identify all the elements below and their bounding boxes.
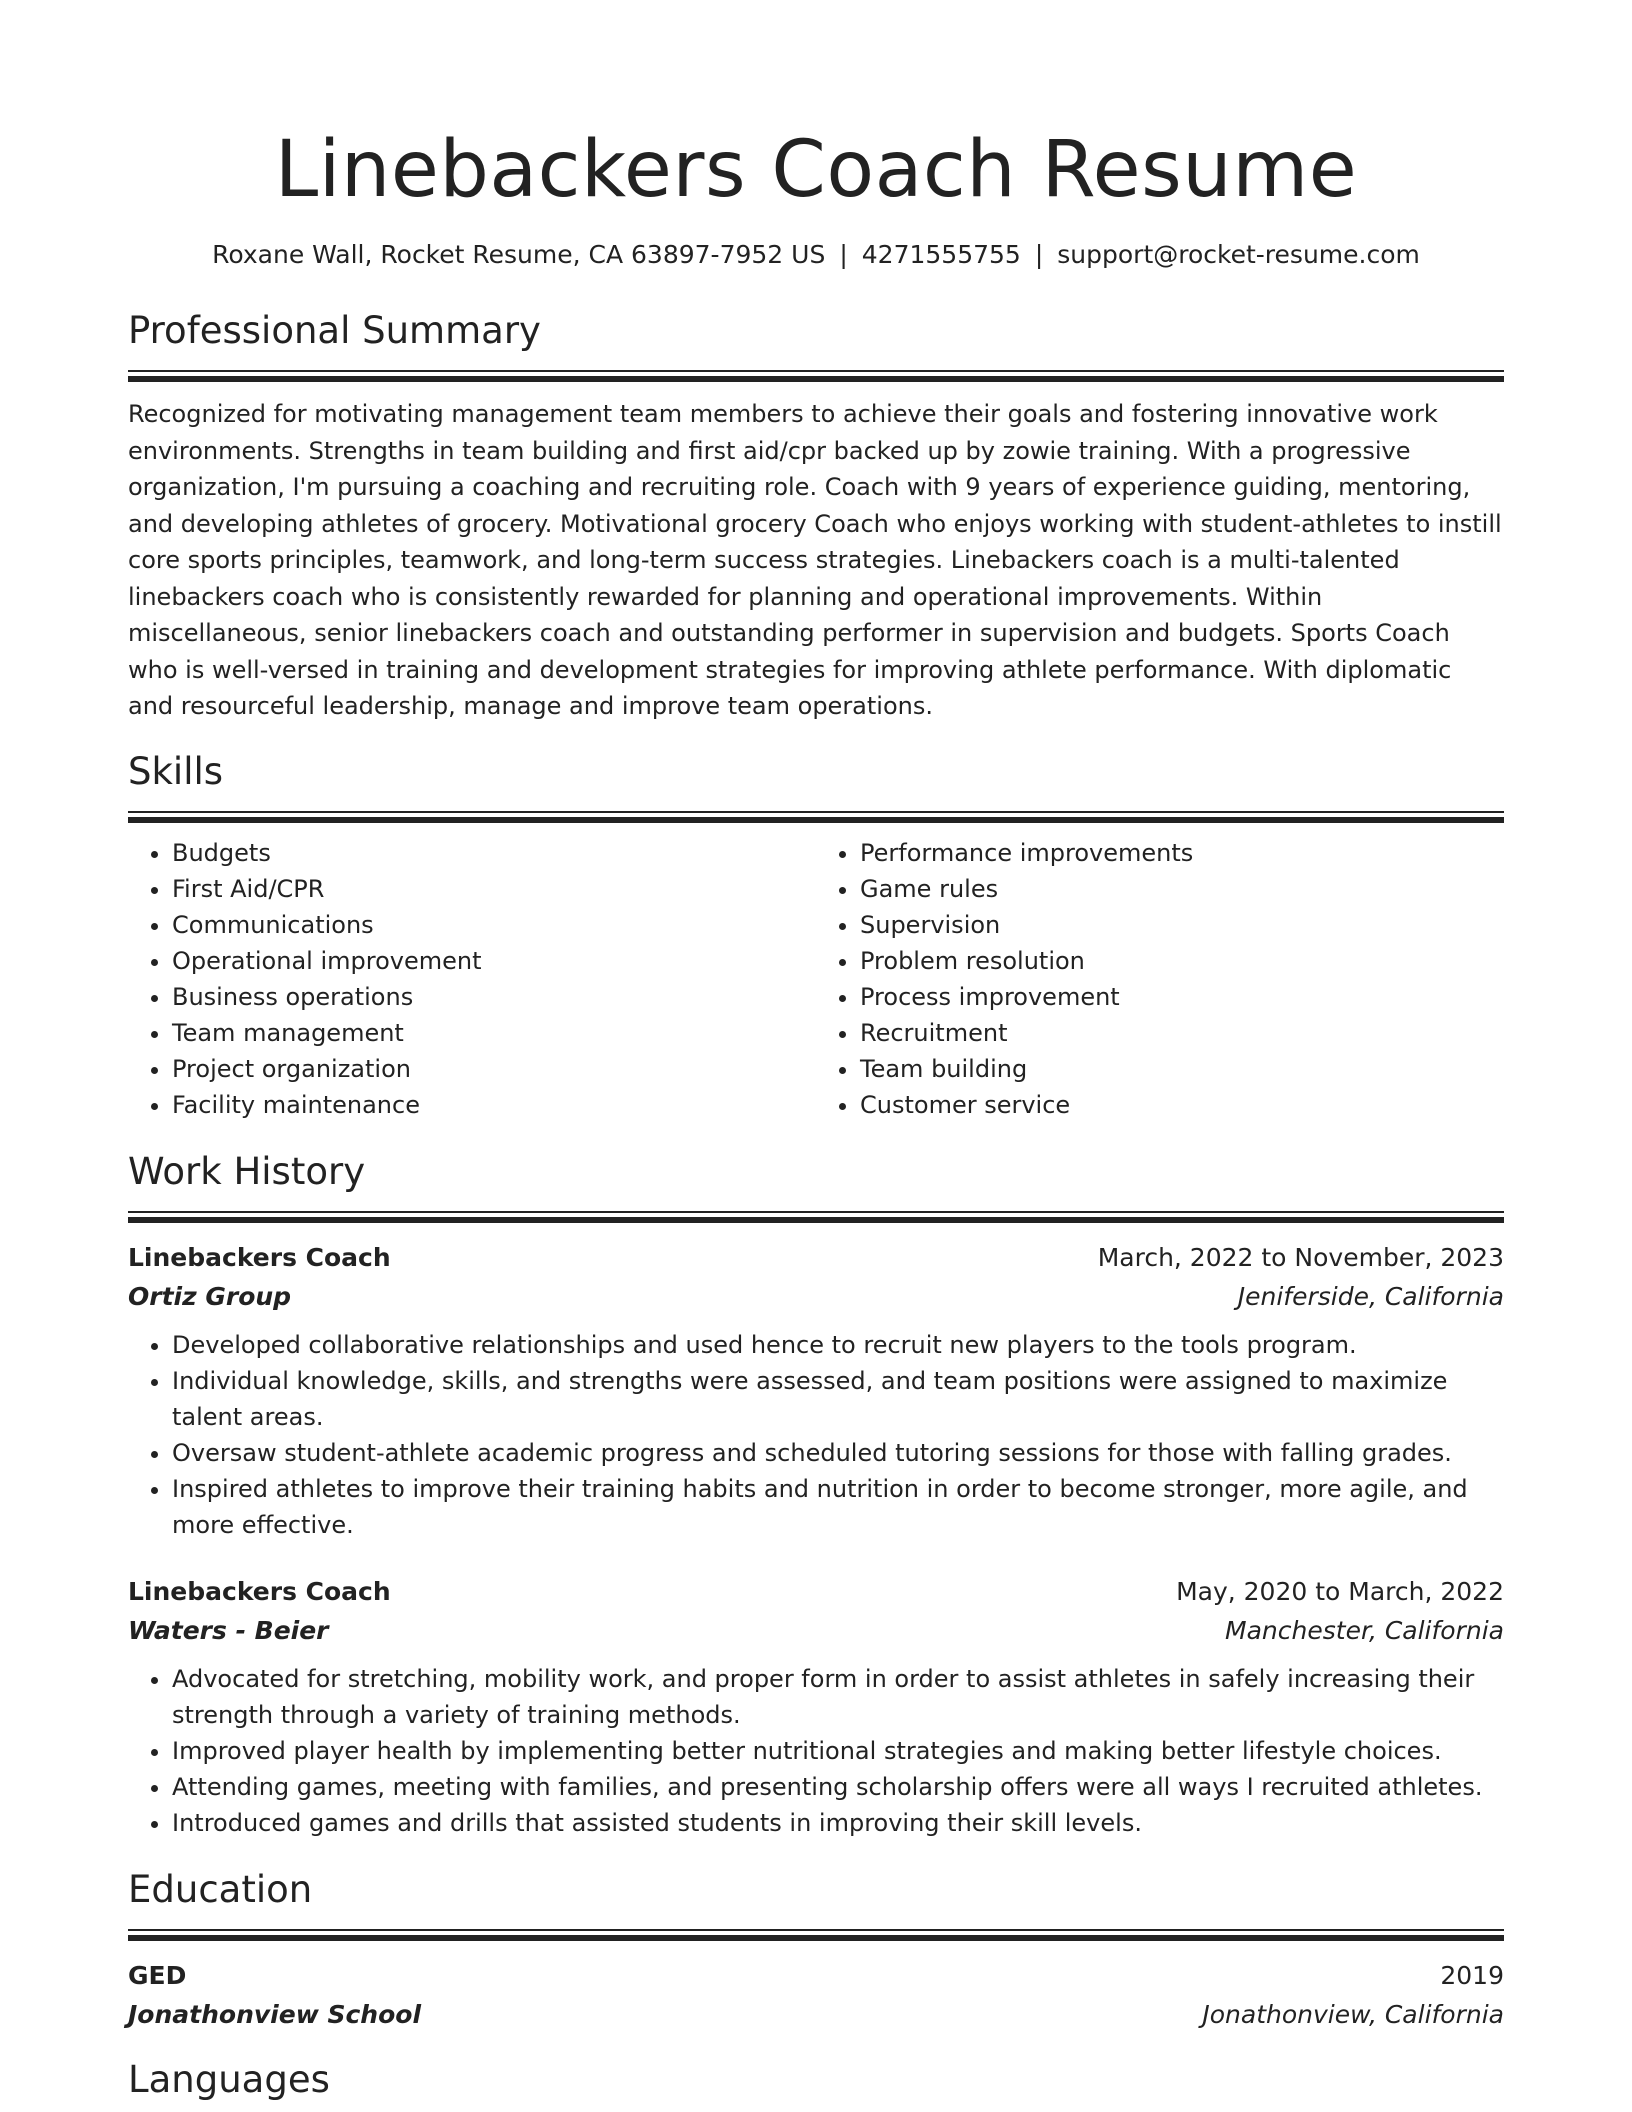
job-bullet: • Inspired athletes to improve their training habits and nutrition in order to become stronger, more agile, and more effective. [172, 1471, 1504, 1543]
skill-item: • Project organization [172, 1051, 816, 1087]
job-location: Jeniferside, California [1237, 1281, 1504, 1311]
work-heading: Work History [128, 1149, 366, 1193]
job-location: Manchester, California [1225, 1615, 1504, 1645]
skill-item: • Game rules [860, 871, 1504, 907]
skill-item: • Customer service [860, 1087, 1504, 1123]
contact-separator: | [1034, 240, 1044, 269]
summary-text: Recognized for motivating management team members to achieve their goals and fostering innovative work environments. Strengths in team building and first aid/cpr backed up by zowie training. With a progressive organization, I'm pursuing a coaching and recruiting role. Coach with 9 years of experience guiding, mentoring, and developing athletes of grocery. Motivational grocery Coach who enjoys working with student-athletes to instill core sports principles, teamwork, and long-term success strategies. Linebackers coach is a multi-talented linebackers coach who is consistently rewarded for planning and operational improvements. Within miscellaneous, senior linebackers coach and outstanding performer in supervision and budgets. Sports Coach who is well-versed in training and development strategies for improving athlete performance. With diplomatic and resourceful leadership, manage and improve team operations. [128, 400, 1502, 720]
education-school-row [128, 1995, 1504, 2035]
job-bullet: • Individual knowledge, skills, and strengths were assessed, and team positions were assigned to maximize talent areas. [172, 1363, 1504, 1435]
skill-item: • Problem resolution [860, 943, 1504, 979]
skill-item: • First Aid/CPR [172, 871, 816, 907]
job-bullet: • Introduced games and drills that assisted students in improving their skill levels. [172, 1805, 1504, 1841]
education-school: Jonathonview School [128, 1999, 422, 2029]
job-bullet: • Developed collaborative relationships and used hence to recruit new players to the tools program. [172, 1327, 1504, 1363]
education-degree: GED [128, 1960, 187, 1990]
skill-item: • Business operations [172, 979, 816, 1015]
section-divider [128, 370, 1504, 382]
contact-email[interactable]: support@rocket-resume.com [1057, 240, 1420, 269]
skill-item: • Budgets [172, 835, 816, 871]
education-year: 2019 [1440, 1960, 1504, 1990]
job-bullets [128, 1327, 1504, 1543]
job-title: Linebackers Coach [128, 1576, 391, 1606]
contact-separator: | [839, 240, 848, 269]
skill-item: • Process improvement [860, 979, 1504, 1015]
education-location: Jonathonview, California [1202, 1999, 1504, 2029]
skills-columns [128, 835, 1504, 1123]
contact-address: Roxane Wall, Rocket Resume, CA 63897-7952 US [212, 240, 826, 269]
job-header-row [128, 1573, 1504, 1611]
contact-line [128, 238, 1504, 272]
skill-item: • Team building [860, 1051, 1504, 1087]
skill-item: • Operational improvement [172, 943, 816, 979]
skill-item: • Facility maintenance [172, 1087, 816, 1123]
job-dates: March, 2022 to November, 2023 [1097, 1242, 1504, 1272]
work-section [128, 1149, 1504, 1841]
job-entry [128, 1239, 1504, 1543]
skills-list-left [128, 835, 816, 1123]
job-bullet: • Attending games, meeting with families, and presenting scholarship offers were all ways I recruited athletes. [172, 1769, 1504, 1805]
languages-heading: Languages [128, 2057, 330, 2101]
job-bullet: • Advocated for stretching, mobility work, and proper form in order to assist athletes in safely increasing their strength through a variety of training methods. [172, 1661, 1504, 1733]
section-divider [128, 811, 1504, 823]
job-dates: May, 2020 to March, 2022 [1176, 1576, 1504, 1606]
job-entry [128, 1573, 1504, 1841]
job-header-row [128, 1239, 1504, 1277]
skill-item: • Supervision [860, 907, 1504, 943]
job-bullets [128, 1661, 1504, 1841]
skill-item: • Performance improvements [860, 835, 1504, 871]
job-company-row [128, 1277, 1504, 1317]
job-company: Ortiz Group [128, 1281, 292, 1311]
education-header-row [128, 1957, 1504, 1995]
education-entry [128, 1957, 1504, 2035]
languages-section [128, 2057, 1504, 2103]
skills-section [128, 749, 1504, 1123]
skills-heading: Skills [128, 749, 224, 793]
skill-item: • Recruitment [860, 1015, 1504, 1051]
summary-heading: Professional Summary [128, 309, 541, 352]
skill-item: • Team management [172, 1015, 816, 1051]
section-divider [128, 1929, 1504, 1941]
summary-section [128, 308, 1504, 725]
education-section [128, 1867, 1504, 2035]
job-bullet: • Improved player health by implementing better nutritional strategies and making better lifestyle choices. [172, 1733, 1504, 1769]
resume-page [128, 0, 1504, 2103]
education-heading: Education [128, 1867, 313, 1911]
section-divider [128, 1211, 1504, 1223]
contact-phone: 4271555755 [861, 240, 1021, 269]
skills-list-right [816, 835, 1504, 1123]
job-title: Linebackers Coach [128, 1242, 391, 1272]
page-title: Linebackers Coach Resume [274, 125, 1358, 215]
job-bullet: • Oversaw student-athlete academic progress and scheduled tutoring sessions for those with falling grades. [172, 1435, 1504, 1471]
job-company: Waters - Beier [128, 1615, 329, 1645]
job-company-row [128, 1611, 1504, 1651]
skill-item: • Communications [172, 907, 816, 943]
